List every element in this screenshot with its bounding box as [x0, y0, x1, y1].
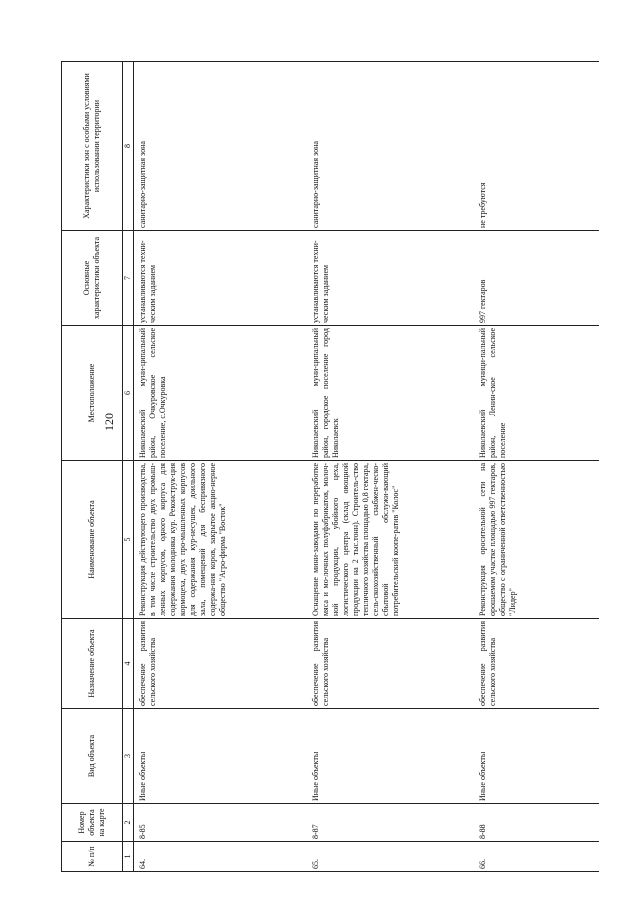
column-number: 1	[123, 842, 134, 872]
column-number-row	[123, 62, 134, 872]
object-location-cell: Николаевский муни-ципальный район, Очкуровское сельское поселение, с.Очкуровка	[134, 326, 308, 461]
table-row	[474, 62, 599, 872]
page-number: 120	[102, 413, 116, 431]
column-number: 7	[123, 231, 134, 326]
map-number-cell: 8-87	[307, 804, 474, 842]
header-cell: № п/п	[62, 842, 123, 872]
zone-characteristics-cell: санитарно-защитная зона	[134, 62, 308, 231]
object-location-cell: Николаевский муни-ципальный район, городское поселение город Николаевск	[307, 326, 474, 461]
column-number: 2	[123, 804, 134, 842]
object-characteristics-cell: устанавливаются техни-ческим заданием	[307, 231, 474, 326]
rotated-page-content	[61, 62, 581, 872]
object-purpose-cell: обеспечение развития сельского хозяйства	[307, 619, 474, 709]
header-cell: Вид объекта	[62, 709, 123, 804]
header-cell: Назначение объекта	[62, 619, 123, 709]
header-cell: Местоположение	[62, 326, 123, 461]
object-purpose-cell: обеспечение развития сельского хозяйства	[474, 619, 599, 709]
column-number: 3	[123, 709, 134, 804]
table-header-row	[62, 62, 123, 872]
row-number-cell: 66.	[474, 842, 599, 872]
zone-characteristics-cell: не требуются	[474, 62, 599, 231]
header-cell: Номер объекта на карте	[62, 804, 123, 842]
zone-characteristics-cell: санитарно-защитная зона	[307, 62, 474, 231]
object-name-cell: Реконструкция оросительной сети на орошаемом участке площадью 997 гектаров, общество с ограниченной ответственностью "Лидер"	[474, 461, 599, 619]
header-cell: Характеристики зон с особыми условиями использовании территории	[62, 62, 123, 231]
header-cell: Наименование объекта	[62, 461, 123, 619]
object-name-cell: Оснащение мини-заводами по переработке мяса и мо-лочных полуфабрикатов, молоч-ной продукции, убойного цеха, логистического центра (склад овощной продукции на 2 тыс.тонн). Строитель-ство тепличного хозяйства площадью 0,8 гектара, сель-скохозяйственный снабжен-ческо-сбытовой обслужи-вающий потребительский коопе-ратив "Колос"	[307, 461, 474, 619]
header-cell: Основные характеристики объекта	[62, 231, 123, 326]
column-number: 5	[123, 461, 134, 619]
object-characteristics-cell: устанавливаются техни-ческим заданием	[134, 231, 308, 326]
column-number: 8	[123, 62, 134, 231]
column-number: 6	[123, 326, 134, 461]
table-row	[307, 62, 474, 872]
map-number-cell: 8-88	[474, 804, 599, 842]
objects-table	[61, 61, 599, 872]
row-number-cell: 65.	[307, 842, 474, 872]
object-kind-cell: Иные объекты	[134, 709, 308, 804]
object-characteristics-cell: 997 гектаров	[474, 231, 599, 326]
table-row	[134, 62, 308, 872]
map-number-cell: 8-85	[134, 804, 308, 842]
object-kind-cell: Иные объекты	[474, 709, 599, 804]
object-name-cell: Реконструкция действующего производства, в том числе строительство двух промыш-ленных корпусов, одного корпуса для содержания молодняка кур. Реконструк-ция кормоцеха, двух про-мышленных корпусов для содержания кур-несушек, доильного зала, помещений для беспривязного содержа-ния коров, закрытое акцио-нерное общество "Агро-фирма "Восток"	[134, 461, 308, 619]
object-purpose-cell: обеспечение развития сельского хозяйства	[134, 619, 308, 709]
object-kind-cell: Иные объекты	[307, 709, 474, 804]
row-number-cell: 64.	[134, 842, 308, 872]
object-location-cell: Николаевский муници-пальный район, Ленин-ское сельское поселение	[474, 326, 599, 461]
column-number: 4	[123, 619, 134, 709]
